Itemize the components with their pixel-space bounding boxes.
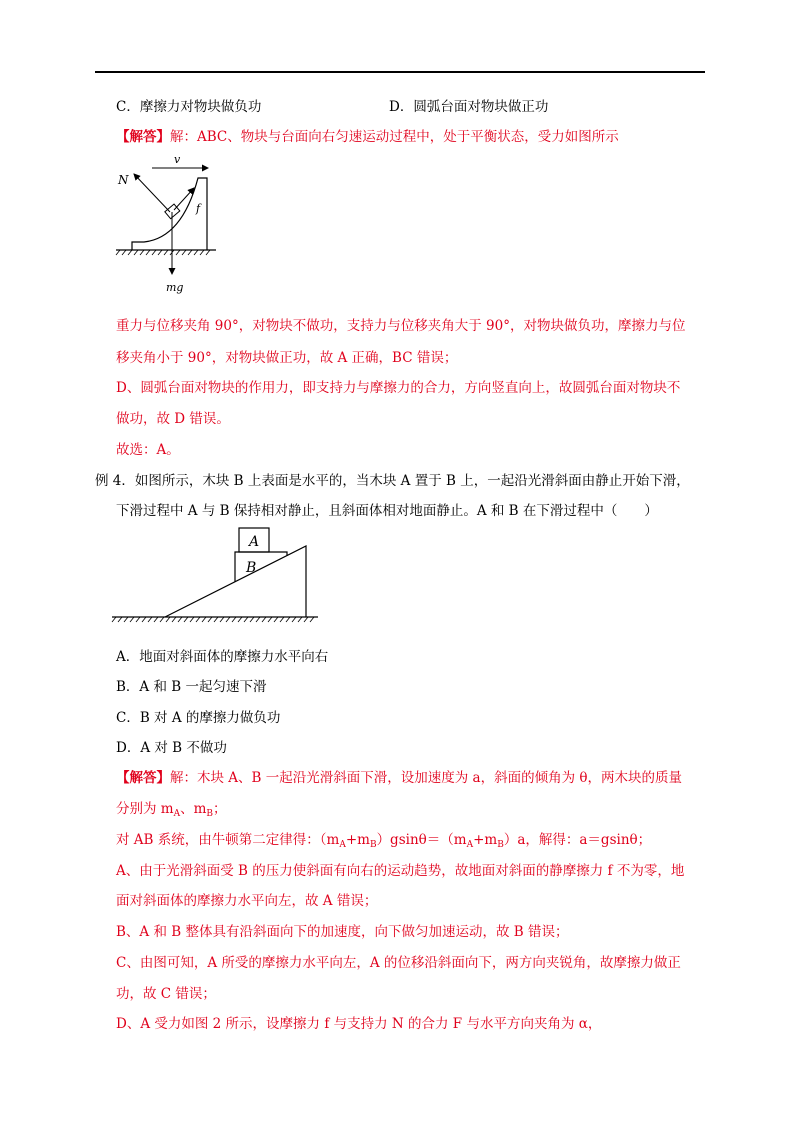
solution-2-line-3: 对 AB 系统，由牛顿第二定律得：$(m_A+m_B)gsin\theta=(m_A+m_B)a$，解得：a＝gsinθ； [116, 832, 652, 850]
solution-2-line-4: A、由于光滑斜面受 B 的压力使斜面有向右的运动趋势，故地面对斜面的静摩擦力 f 不为零，地 [116, 863, 685, 879]
block-a-label: A [249, 534, 260, 550]
friction-label: f [196, 202, 201, 215]
solution-1-line-3: 移夹角小于 90°，对物块做正功，故 A 正确，BC 错误； [116, 350, 458, 366]
solution-2-line-8: 功，故 C 错误； [116, 986, 216, 1002]
header-rule [95, 71, 705, 73]
option-d: D．A 对 B 不做功 [116, 740, 227, 756]
option-b: B．A 和 B 一起匀速下滑 [116, 679, 267, 695]
solution-2-line-5: 面对斜面体的摩擦力水平向左，故 A 错误； [116, 893, 378, 909]
solution-2-line-9: D、A 受力如图 2 所示，设摩擦力 f 与支持力 N 的合力 F 与水平方向夹角为 α， [116, 1016, 602, 1032]
solution-1-line-2: 重力与位移夹角 90°，对物块不做功，支持力与位移夹角大于 90°，对物块做负功，摩擦力与位 [116, 318, 686, 334]
gravity-label: mg [166, 281, 184, 294]
solution-2-line-6: B、A 和 B 整体具有沿斜面向下的加速度，向下做匀加速运动，故 B 错误； [116, 924, 569, 940]
option-a: A．地面对斜面体的摩擦力水平向右 [116, 649, 329, 665]
option-d-prev: D．圆弧台面对物块做正功 [389, 99, 549, 115]
answer-tag: 【解答】 [116, 770, 170, 786]
solution-1-line-5: 做功，故 D 错误。 [116, 411, 230, 427]
force-diagram-1 [112, 150, 217, 295]
solution-1-line-4: D、圆弧台面对物块的作用力，即支持力与摩擦力的合力，方向竖直向上，故圆弧台面对物块不 [116, 380, 681, 396]
solution-2-line-2: 分别为 $m_A$、$m_B$； [116, 801, 227, 819]
example-4-line-1: 例 4．如图所示，木块 B 上表面是水平的，当木块 A 置于 B 上，一起沿光滑斜面由静止开始下滑， [95, 473, 690, 489]
solution-2-line-7: C、由图可知，A 所受的摩擦力水平向左，A 的位移沿斜面向下，两方向夹锐角，故摩擦力做正 [116, 955, 681, 971]
normal-force-arrow [134, 174, 170, 212]
example-4-line-2: 下滑过程中 A 与 B 保持相对静止，且斜面体相对地面静止。A 和 B 在下滑过程中（ ） [116, 503, 658, 519]
solution-1-answer: 故选：A。 [116, 442, 180, 458]
option-c: C．B 对 A 的摩擦力做负功 [116, 710, 281, 726]
normal-force-label: N [118, 173, 129, 187]
answer-tag: 【解答】 [116, 129, 170, 145]
solution-1-line-1: 【解答】解：ABC、物块与台面向右匀速运动过程中，处于平衡状态，受力如图所示 [116, 129, 619, 145]
ground-hatching [112, 617, 314, 622]
solution-2-line-1: 【解答】解：木块 A、B 一起沿光滑斜面下滑，设加速度为 a，斜面的倾角为 θ，两木块的质量 [116, 770, 683, 786]
velocity-label: v [174, 153, 181, 166]
ground-hatching [116, 250, 210, 255]
option-c-prev: C．摩擦力对物块做负功 [116, 99, 262, 115]
block-b-label: B [246, 560, 257, 576]
incline-diagram [110, 525, 320, 625]
